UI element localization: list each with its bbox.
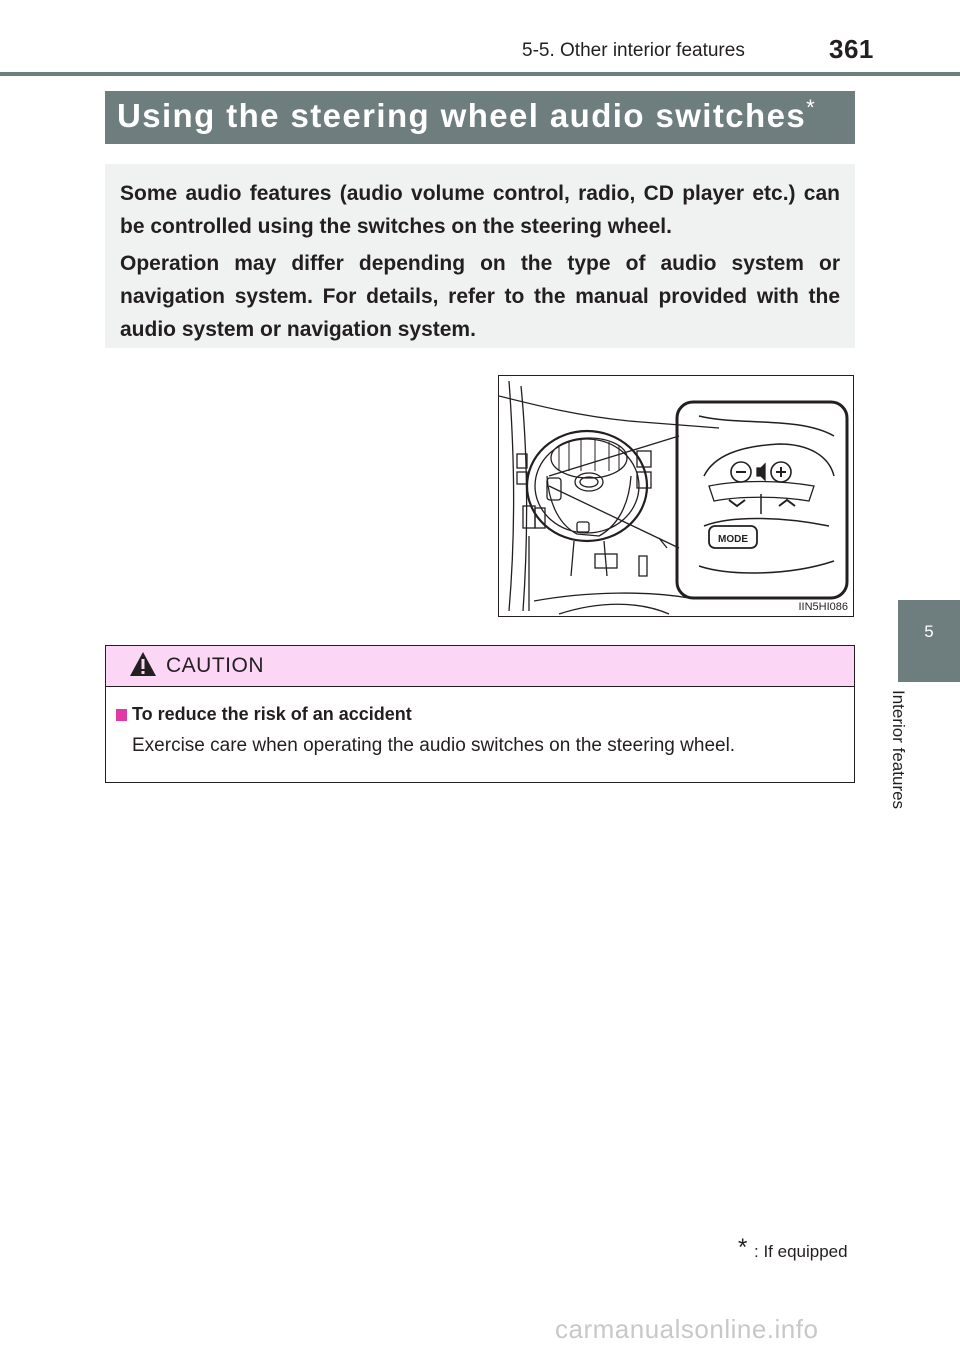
intro-paragraph-1: Some audio features (audio volume control, radio, CD player etc.) can be controlled using the switches on the steering wheel. (120, 182, 840, 238)
caution-heading: To reduce the risk of an accident (132, 704, 412, 724)
chapter-label: Interior features (889, 690, 908, 810)
steering-wheel-figure (498, 375, 854, 617)
caution-body: Exercise care when operating the audio switches on the steering wheel. (132, 735, 736, 756)
chapter-tab (898, 600, 960, 682)
chapter-label-wrapper (889, 690, 936, 850)
caution-title: CAUTION (166, 654, 264, 677)
page-title (117, 95, 817, 135)
header-rule (0, 72, 960, 76)
steering-wheel-illustration (499, 376, 853, 616)
warning-triangle-icon (128, 650, 158, 678)
chapter-number: 5 (924, 622, 934, 641)
page-number: 361 (829, 34, 874, 64)
bullet-square-icon (116, 709, 127, 721)
figure-code: IIN5HI086 (798, 601, 848, 613)
mode-button-label: MODE (718, 534, 748, 545)
page-title-text: Using the steering wheel audio switches (117, 97, 807, 134)
intro-paragraph-2: Operation may differ depending on the type of audio system or navigation system. For details, refer to the manual provided with the audio system or navigation system. (120, 252, 840, 341)
watermark: carmanualsonline.info (555, 1314, 819, 1344)
section-heading: 5-5. Other interior features (522, 40, 745, 61)
footnote-text: : If equipped (754, 1242, 848, 1261)
caution-box (105, 645, 855, 783)
caution-header (106, 646, 854, 687)
asterisk-icon: * (806, 95, 817, 120)
intro-box (105, 164, 855, 348)
title-bar (105, 91, 855, 144)
asterisk-icon: * (738, 1234, 748, 1261)
